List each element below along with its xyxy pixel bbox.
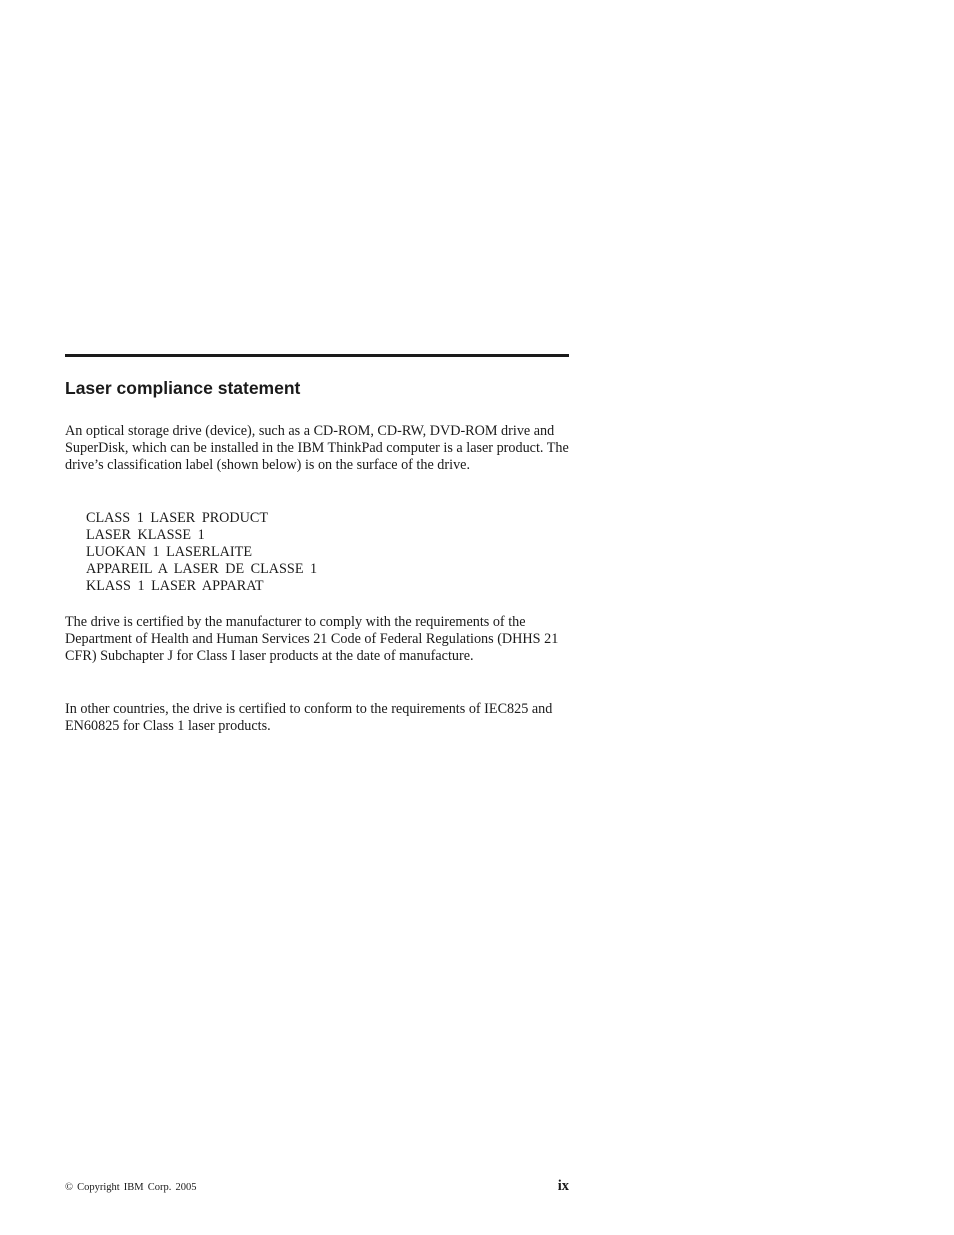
footer-copyright: © Copyright IBM Corp. 2005 — [65, 1182, 197, 1193]
certification-paragraph: The drive is certified by the manufacturer to comply with the requirements of the Department of Health and Human Services 21 Code of Federal Regulations (DHHS 21 CFR) Subchapter J for Class I laser products at the date of manufacture. — [65, 614, 559, 664]
classification-label-list — [86, 510, 317, 595]
classification-label: CLASS 1 LASER PRODUCT — [86, 510, 269, 526]
classification-label: LUOKAN 1 LASERLAITE — [86, 544, 252, 560]
classification-label: APPAREIL A LASER DE CLASSE 1 — [86, 561, 318, 577]
section-heading: Laser compliance statement — [65, 378, 301, 398]
other-countries-paragraph: In other countries, the drive is certified to conform to the requirements of IEC825 and EN60825 for Class 1 laser products. — [65, 701, 553, 734]
section-rule — [65, 354, 569, 357]
classification-label: LASER KLASSE 1 — [86, 527, 205, 543]
intro-paragraph: An optical storage drive (device), such as a CD-ROM, CD-RW, DVD-ROM drive and SuperDisk, which can be installed in the IBM ThinkPad computer is a laser product. The drive’s classification label (shown below) is on the surface of the drive. — [65, 423, 569, 473]
page-number: ix — [557, 1178, 569, 1194]
classification-label: KLASS 1 LASER APPARAT — [86, 578, 264, 594]
